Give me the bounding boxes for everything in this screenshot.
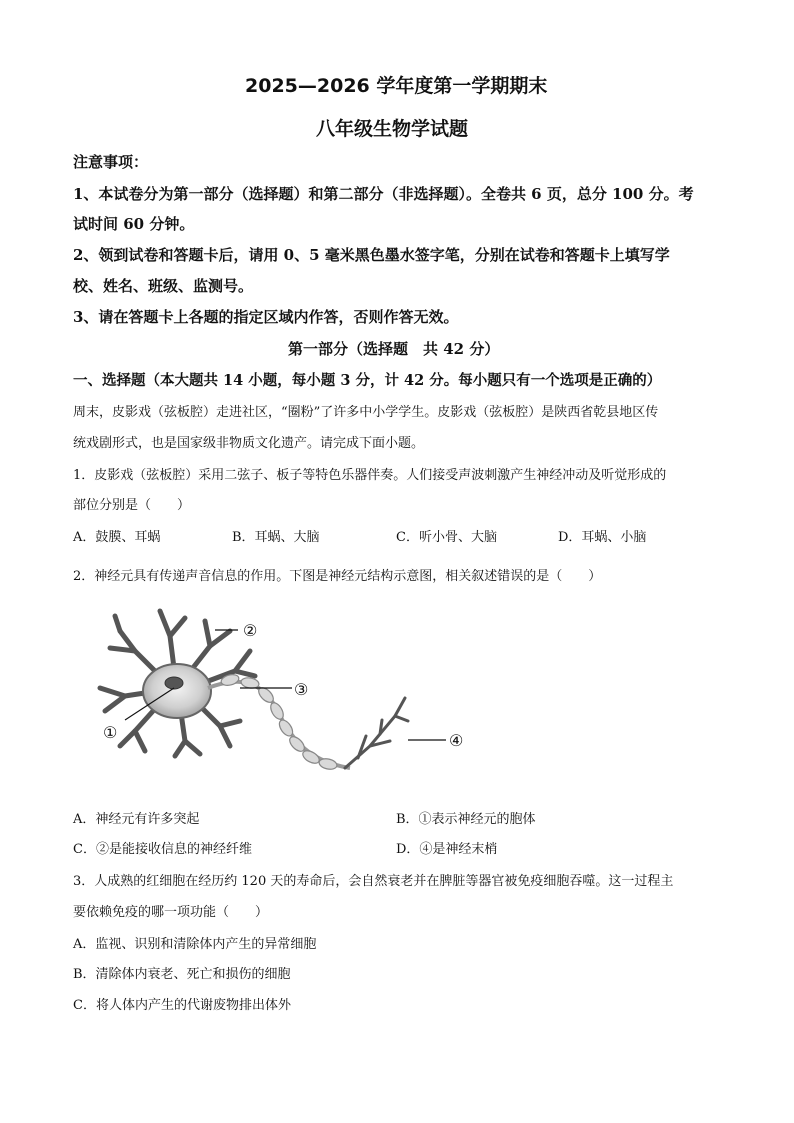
- q1-stem-line2: 部位分别是（ ）: [73, 498, 191, 513]
- nucleus: [165, 677, 183, 689]
- q1-option-c: C．听小骨、大脑: [396, 530, 497, 545]
- intro-line1: 周末，皮影戏（弦板腔）走进社区，“圈粉”了许多中小学学生。皮影戏（弦板腔）是陕西省乾县地区传: [73, 405, 659, 420]
- exam-title-line2: 八年级生物学试题: [316, 118, 469, 140]
- label-1: ①: [103, 723, 118, 742]
- nerve-endings: [345, 698, 408, 768]
- notice-item-2-line2: 校、姓名、班级、监测号。: [73, 277, 254, 295]
- notice-heading: 注意事项：: [73, 153, 149, 171]
- q3-stem-line1: 3．人成熟的红细胞在经历约 120 天的寿命后，会自然衰老并在脾脏等器官被免疫细胞吞噬。这一过程主: [73, 874, 674, 889]
- q2-option-c: C．②是能接收信息的神经纤维: [73, 842, 252, 857]
- q3-stem-line2: 要依赖免疫的哪一项功能（ ）: [73, 905, 269, 920]
- notice-item-1-line2: 试时间 60 分钟。: [73, 215, 195, 233]
- q3-option-a: A．监视、识别和清除体内产生的异常细胞: [73, 937, 317, 952]
- label-3: ③: [294, 680, 309, 699]
- q1-stem-line1: 1．皮影戏（弦板腔）采用二弦子、板子等特色乐器伴奏。人们接受声波刺激产生神经冲动及听觉形成的: [73, 468, 667, 483]
- q1-option-b: B．耳蜗、大脑: [232, 530, 320, 545]
- q1-option-d: D．耳蜗、小脑: [558, 530, 647, 545]
- part1-heading: 第一部分（选择题 共 42 分）: [288, 340, 500, 358]
- q1-option-a: A．鼓膜、耳蜗: [73, 530, 161, 545]
- notice-item-1-line1: 1、本试卷分为第一部分（选择题）和第二部分（非选择题）。全卷共 6 页，总分 100 分。考: [73, 185, 694, 203]
- q3-option-b: B．清除体内衰老、死亡和损伤的细胞: [73, 967, 291, 982]
- exam-title-line1: 2025—2026 学年度第一学期期末: [245, 75, 548, 97]
- q2-option-b: B．①表示神经元的胞体: [396, 812, 536, 827]
- label-2: ②: [243, 621, 258, 640]
- intro-line2: 统戏剧形式，也是国家级非物质文化遗产。请完成下面小题。: [73, 436, 425, 451]
- section-title: 一、选择题（本大题共 14 小题，每小题 3 分，计 42 分。每小题只有一个选项是正确的）: [73, 372, 662, 389]
- q2-stem: 2．神经元具有传递声音信息的作用。下图是神经元结构示意图，相关叙述错误的是（ ）: [73, 569, 602, 584]
- q3-option-c: C．将人体内产生的代谢废物排出体外: [73, 998, 291, 1013]
- notice-item-2-line1: 2、领到试卷和答题卡后，请用 0、5 毫米黑色墨水签字笔，分别在试卷和答题卡上填写学: [73, 246, 670, 264]
- q2-option-d: D．④是神经末梢: [396, 842, 498, 857]
- label-4: ④: [449, 731, 464, 750]
- q2-option-a: A．神经元有许多突起: [73, 812, 200, 827]
- cell-body: [143, 664, 211, 718]
- neuron-diagram: [90, 596, 480, 786]
- notice-item-3: 3、请在答题卡上各题的指定区域内作答，否则作答无效。: [73, 308, 459, 326]
